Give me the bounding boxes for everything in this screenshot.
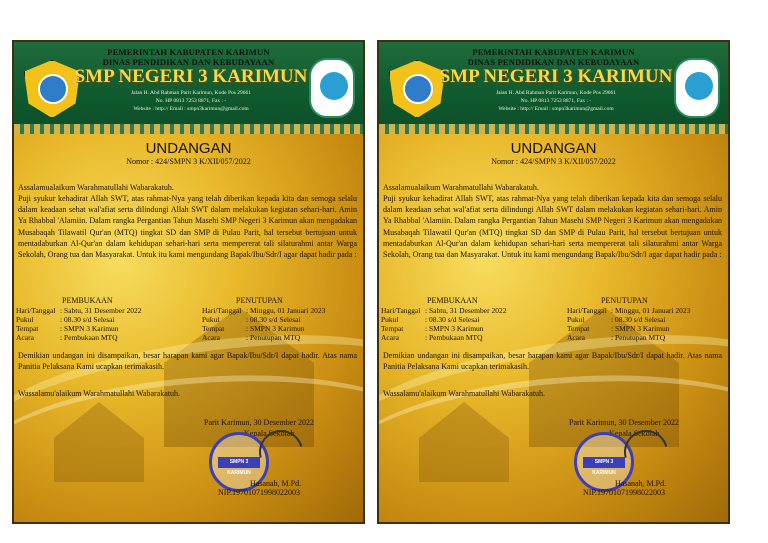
province-logo-emblem-icon xyxy=(685,72,713,100)
penutupan-row xyxy=(567,324,670,333)
penutupan-title: PENUTUPAN xyxy=(601,296,648,305)
row-label: Hari/Tanggal xyxy=(381,306,421,315)
pembukaan-row xyxy=(381,306,506,315)
penutupan-row xyxy=(202,315,301,324)
penutupan-row xyxy=(567,333,665,342)
pembukaan-title: PEMBUKAAN xyxy=(427,296,478,305)
row-label: Hari/Tanggal xyxy=(202,306,242,315)
gov-line-1: PEMERINTAH KABUPATEN KARIMUN xyxy=(107,47,270,57)
pembukaan-row xyxy=(381,324,484,333)
letter-number: Nomor : 424/SMPN 3 K/XII/057/2022 xyxy=(126,157,251,166)
row-value: : SMPN 3 Karimun xyxy=(611,324,670,333)
penutupan-row xyxy=(202,324,305,333)
row-value: : Pembukaan MTQ xyxy=(60,333,118,342)
address-line-1: Jalan H. Abd Rahman Parit Karimun, Kode Pos 29661 xyxy=(495,90,617,96)
wassalam-text: Wassalamu'alaikum Warahmatullahi Wabarakatuh. xyxy=(18,389,181,398)
pembukaan-row xyxy=(381,333,483,342)
row-label: Tempat xyxy=(381,324,404,333)
row-label: Pukul xyxy=(567,315,585,324)
closing-text: Demikian undangan ini disampaikan, besar harapan kami agar Bapak/Ibu/Sdr/I dapat hadir. Atas nama Panitia Pelaksana Kami ucapkan terimakasih. xyxy=(383,351,722,372)
row-value: : Minggu, 01 Januari 2023 xyxy=(611,306,691,315)
letter-body: Puji syukur kehadirat Allah SWT, atas rahmat-Nya yang telah diberikan kepada kita dan semoga selalu dalam keadaan sehat wal'afiat serta dilindungi Allah SWT dalam melakukan kegiatan sehari-hari. Amin Ya Rhabbal 'Alamiin. Dalam rangka Pergantian Tahun Masehi SMP Negeri 3 Karimun akan mengadakan Musabaqah Tilawatil Qur'an (MTQ) tingkat SD dan SMP di Pulau Parit, hal tersebut bertujuan untuk mentadaburkan Al-Qur'an dalam kehidupan sehari-hari serta mempererat tali silaturahmi antar Warga Sekolah, Orang tua dan Masyarakat. Untuk itu kami mengundang Bapak/Ibu/Sdr/I agar dapat hadir pada : xyxy=(18,194,357,260)
row-label: Acara xyxy=(202,333,220,342)
gov-line-2: DINAS PENDIDIKAN DAN KEBUDAYAAN xyxy=(102,57,275,67)
invitation-page-right xyxy=(377,40,730,524)
row-label: Tempat xyxy=(567,324,590,333)
signer-name: Hasanah, M.Pd. xyxy=(250,479,302,488)
stamp-text: SMPN 3 KARIMUN xyxy=(218,457,260,468)
row-value: : SMPN 3 Karimun xyxy=(246,324,305,333)
signer-nip: NIP.19701071998022003 xyxy=(583,488,666,497)
pembukaan-row xyxy=(16,324,119,333)
gov-line-1: PEMERINTAH KABUPATEN KARIMUN xyxy=(472,47,635,57)
address-line-2: No. HP 0813 7253 8871, Fax : - xyxy=(155,98,227,104)
place-date: Parit Karimun, 30 Desember 2022 xyxy=(204,418,314,427)
row-label: Acara xyxy=(16,333,34,342)
penutupan-row xyxy=(567,315,666,324)
header-ornament-strip xyxy=(14,124,363,134)
row-label: Tempat xyxy=(16,324,39,333)
signer-nip: NIP.19701071998022003 xyxy=(218,488,301,497)
row-label: Pukul xyxy=(381,315,399,324)
row-value: : Sabtu, 31 Desember 2022 xyxy=(425,306,507,315)
row-label: Hari/Tanggal xyxy=(567,306,607,315)
row-value: : Penutupan MTQ xyxy=(246,333,301,342)
row-value: : SMPN 3 Karimun xyxy=(60,324,119,333)
pembukaan-row xyxy=(16,333,118,342)
signer-position: Kepala Sekolah xyxy=(244,429,295,438)
regency-logo-emblem-icon xyxy=(38,74,68,104)
row-value: : Penutupan MTQ xyxy=(611,333,666,342)
row-label: Tempat xyxy=(202,324,225,333)
letter-body: Puji syukur kehadirat Allah SWT, atas rahmat-Nya yang telah diberikan kepada kita dan semoga selalu dalam keadaan sehat wal'afiat serta dilindungi Allah SWT dalam melakukan kegiatan sehari-hari. Amin Ya Rhabbal 'Alamiin. Dalam rangka Pergantian Tahun Masehi SMP Negeri 3 Karimun akan mengadakan Musabaqah Tilawatil Qur'an (MTQ) tingkat SD dan SMP di Pulau Parit, hal tersebut bertujuan untuk mentadaburkan Al-Qur'an dalam kehidupan sehari-hari serta mempererat tali silaturahmi antar Warga Sekolah, Orang tua dan Masyarakat. Untuk itu kami mengundang Bapak/Ibu/Sdr/I agar dapat hadir pada : xyxy=(383,194,722,260)
letterhead xyxy=(14,42,363,132)
penutupan-row xyxy=(567,306,690,315)
invitation-page-left xyxy=(12,40,365,524)
closing-text: Demikian undangan ini disampaikan, besar harapan kami agar Bapak/Ibu/Sdr/I dapat hadir. Atas nama Panitia Pelaksana Kami ucapkan terimakasih. xyxy=(18,351,357,372)
row-value: : Minggu, 01 Januari 2023 xyxy=(246,306,326,315)
address-line-1: Jalan H. Abd Rahman Parit Karimun, Kode Pos 29661 xyxy=(130,90,252,96)
signer-name: Hasanah, M.Pd. xyxy=(615,479,667,488)
penutupan-row xyxy=(202,333,300,342)
row-value: : 08.30 s/d Selesai xyxy=(425,315,480,324)
signer-position: Kepala Sekolah xyxy=(609,429,660,438)
regency-logo-emblem-icon xyxy=(403,74,433,104)
wassalam-text: Wassalamu'alaikum Warahmatullahi Wabarakatuh. xyxy=(383,389,546,398)
row-label: Pukul xyxy=(16,315,34,324)
row-label: Acara xyxy=(567,333,585,342)
letter-title: UNDANGAN xyxy=(145,140,232,157)
header-ornament-strip xyxy=(379,124,728,134)
row-value: : 08.30 s/d Selesai xyxy=(611,315,666,324)
row-label: Hari/Tanggal xyxy=(16,306,56,315)
row-value: : 08.30 s/d Selesai xyxy=(60,315,115,324)
address-line-3: Website : http:// Email : smpn3karimun@gmail.com xyxy=(133,106,249,112)
row-value: : Pembukaan MTQ xyxy=(425,333,483,342)
pembukaan-row xyxy=(16,306,141,315)
pembukaan-row xyxy=(16,315,115,324)
pembukaan-row xyxy=(381,315,480,324)
row-value: : 08.30 s/d Selesai xyxy=(246,315,301,324)
penutupan-row xyxy=(202,306,325,315)
letter-number: Nomor : 424/SMPN 3 K/XII/057/2022 xyxy=(491,157,616,166)
letter-title: UNDANGAN xyxy=(510,140,597,157)
greeting: Assalamualaikum Warahmatullahi Wabarakatuh. xyxy=(18,183,174,192)
school-name: SMP NEGERI 3 KARIMUN xyxy=(74,66,308,87)
address-line-3: Website : http:// Email : smpn3karimun@gmail.com xyxy=(498,106,614,112)
row-value: : Sabtu, 31 Desember 2022 xyxy=(60,306,142,315)
place-date: Parit Karimun, 30 Desember 2022 xyxy=(569,418,679,427)
school-name: SMP NEGERI 3 KARIMUN xyxy=(439,66,673,87)
province-logo-emblem-icon xyxy=(320,72,348,100)
stamp-text: SMPN 3 KARIMUN xyxy=(583,457,625,468)
row-label: Acara xyxy=(381,333,399,342)
pembukaan-title: PEMBUKAAN xyxy=(62,296,113,305)
penutupan-title: PENUTUPAN xyxy=(236,296,283,305)
row-label: Pukul xyxy=(202,315,220,324)
row-value: : SMPN 3 Karimun xyxy=(425,324,484,333)
letterhead xyxy=(379,42,728,132)
address-line-2: No. HP 0813 7253 8871, Fax : - xyxy=(520,98,592,104)
greeting: Assalamualaikum Warahmatullahi Wabarakatuh. xyxy=(383,183,539,192)
gov-line-2: DINAS PENDIDIKAN DAN KEBUDAYAAN xyxy=(467,57,640,67)
